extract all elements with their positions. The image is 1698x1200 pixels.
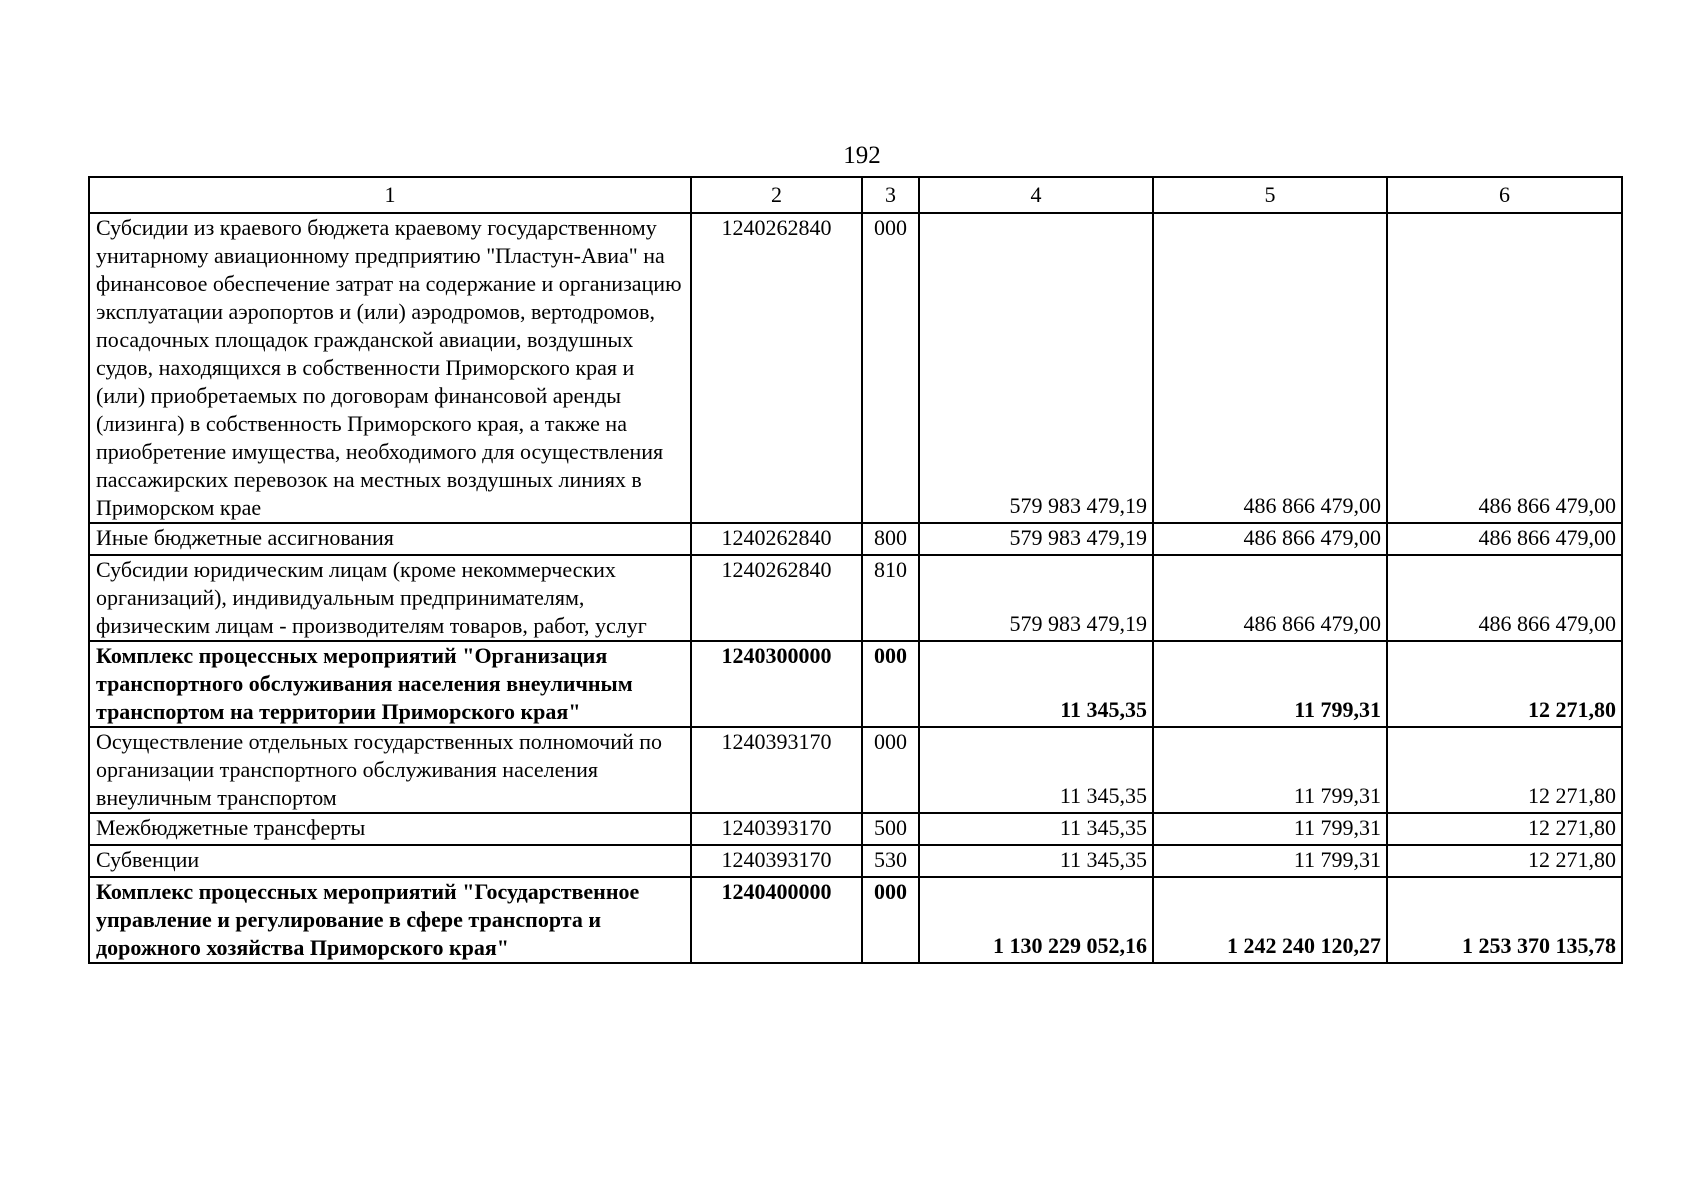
row-value-4: 11 345,35 xyxy=(919,813,1153,845)
row-name: Иные бюджетные ассигнования xyxy=(89,523,691,555)
row-value-4: 11 345,35 xyxy=(919,727,1153,813)
row-value-4: 11 345,35 xyxy=(919,641,1153,727)
table-row xyxy=(89,555,1622,641)
row-code: 1240393170 xyxy=(691,727,862,813)
row-code: 1240300000 xyxy=(691,641,862,727)
row-value-4: 11 345,35 xyxy=(919,845,1153,877)
row-value-6: 1 253 370 135,78 xyxy=(1387,877,1622,963)
row-value-5: 1 242 240 120,27 xyxy=(1153,877,1387,963)
table-row xyxy=(89,813,1622,845)
row-value-4: 579 983 479,19 xyxy=(919,523,1153,555)
row-type: 000 xyxy=(862,727,919,813)
row-code: 1240393170 xyxy=(691,845,862,877)
row-code: 1240262840 xyxy=(691,555,862,641)
row-code: 1240393170 xyxy=(691,813,862,845)
row-code: 1240262840 xyxy=(691,523,862,555)
table-row xyxy=(89,213,1622,523)
row-value-6: 12 271,80 xyxy=(1387,641,1622,727)
row-code: 1240262840 xyxy=(691,213,862,523)
column-header: 5 xyxy=(1153,177,1387,213)
row-name: Субсидии юридическим лицам (кроме некоммерческих организаций), индивидуальным предпринимателям, физическим лицам - производителям товаров, работ, услуг xyxy=(89,555,691,641)
row-type: 500 xyxy=(862,813,919,845)
row-value-4: 1 130 229 052,16 xyxy=(919,877,1153,963)
row-value-6: 486 866 479,00 xyxy=(1387,555,1622,641)
row-value-5: 11 799,31 xyxy=(1153,813,1387,845)
row-value-4: 579 983 479,19 xyxy=(919,213,1153,523)
row-value-5: 486 866 479,00 xyxy=(1153,555,1387,641)
row-type: 530 xyxy=(862,845,919,877)
row-name: Комплекс процессных мероприятий "Государственное управление и регулирование в сфере транспорта и дорожного хозяйства Приморского края" xyxy=(89,877,691,963)
row-name: Субсидии из краевого бюджета краевому государственному унитарному авиационному предприятию "Пластун-Авиа" на финансовое обеспечение затрат на содержание и организацию эксплуатации аэропортов и (или) аэродромов, вертодромов, посадочных площадок гражданской авиации, воздушных судов, находящихся в собственности Приморского края и (или) приобретаемых по договорам финансовой аренды (лизинга) в собственность Приморского края, а также на приобретение имущества, необходимого для осуществления пассажирских перевозок на местных воздушных линиях в Приморском крае xyxy=(89,213,691,523)
column-header: 1 xyxy=(89,177,691,213)
table-row xyxy=(89,877,1622,963)
budget-table xyxy=(88,176,1623,964)
table-row xyxy=(89,523,1622,555)
row-code: 1240400000 xyxy=(691,877,862,963)
row-value-4: 579 983 479,19 xyxy=(919,555,1153,641)
row-type: 000 xyxy=(862,641,919,727)
page-number: 192 xyxy=(843,142,881,169)
row-value-5: 486 866 479,00 xyxy=(1153,213,1387,523)
table-row xyxy=(89,845,1622,877)
row-value-5: 11 799,31 xyxy=(1153,845,1387,877)
row-type: 810 xyxy=(862,555,919,641)
row-value-6: 486 866 479,00 xyxy=(1387,213,1622,523)
row-name: Субвенции xyxy=(89,845,691,877)
column-header: 4 xyxy=(919,177,1153,213)
row-value-5: 11 799,31 xyxy=(1153,641,1387,727)
row-type: 000 xyxy=(862,213,919,523)
row-name: Комплекс процессных мероприятий "Организация транспортного обслуживания населения внеуличным транспортом на территории Приморского края" xyxy=(89,641,691,727)
row-value-6: 12 271,80 xyxy=(1387,845,1622,877)
table-header-row xyxy=(89,177,1622,213)
row-value-6: 12 271,80 xyxy=(1387,727,1622,813)
row-type: 800 xyxy=(862,523,919,555)
column-header: 6 xyxy=(1387,177,1622,213)
table-row xyxy=(89,641,1622,727)
column-header: 3 xyxy=(862,177,919,213)
row-type: 000 xyxy=(862,877,919,963)
row-name: Осуществление отдельных государственных полномочий по организации транспортного обслуживания населения внеуличным транспортом xyxy=(89,727,691,813)
row-name: Межбюджетные трансферты xyxy=(89,813,691,845)
row-value-6: 486 866 479,00 xyxy=(1387,523,1622,555)
row-value-5: 11 799,31 xyxy=(1153,727,1387,813)
row-value-5: 486 866 479,00 xyxy=(1153,523,1387,555)
column-header: 2 xyxy=(691,177,862,213)
row-value-6: 12 271,80 xyxy=(1387,813,1622,845)
table-row xyxy=(89,727,1622,813)
